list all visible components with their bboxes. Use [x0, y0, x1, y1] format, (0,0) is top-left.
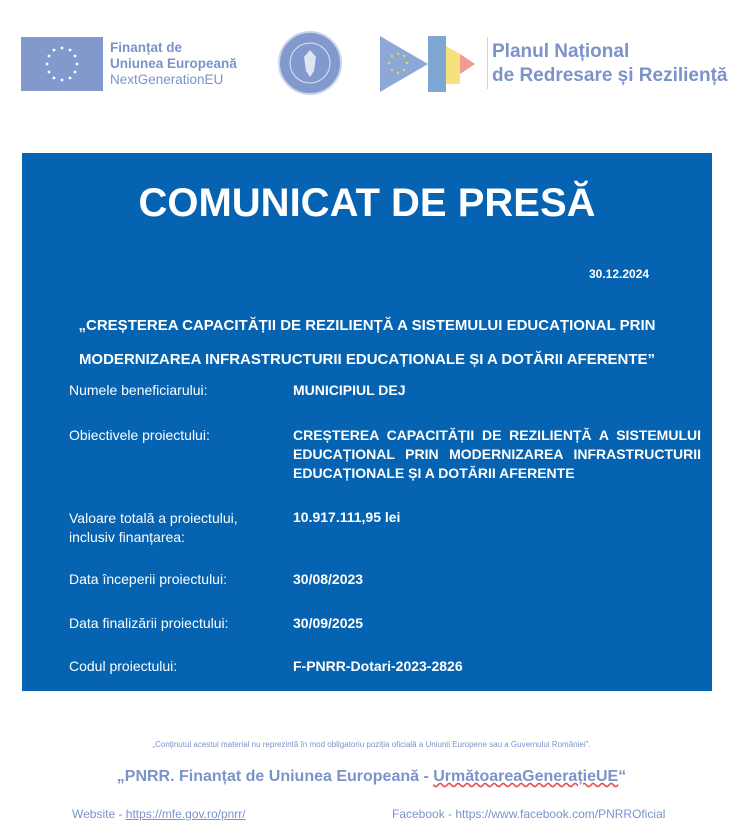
press-release-box: [22, 153, 712, 691]
slogan-end: “: [618, 768, 627, 785]
eu-stars-icon: [46, 47, 79, 82]
eu-funding-text: [110, 40, 237, 88]
website-link[interactable]: https://mfe.gov.ro/pnrr/: [125, 807, 246, 821]
objectives-value: CREȘTEREA CAPACITĂȚII DE REZILIENȚĂ A SISTEMULUI EDUCAȚIONAL PRIN MODERNIZAREA INFRASTRUCTURII EDUCAȚIONALE ȘI A DOTĂRII AFERENTE: [293, 427, 701, 481]
objectives-label: Obiectivele proiectului:: [69, 427, 210, 443]
release-date: 30.12.2024: [589, 267, 650, 281]
end-date-value: 30/09/2025: [293, 615, 364, 631]
pnrr-logo: [380, 36, 485, 97]
beneficiary-label: Numele beneficiarului:: [69, 382, 208, 398]
beneficiary-value: MUNICIPIUL DEJ: [293, 382, 406, 398]
page-title: COMUNICAT DE PRESĂ: [138, 181, 596, 225]
project-code-value: F-PNRR-Dotari-2023-2826: [293, 658, 463, 674]
pnrr-text-line: Planul Național: [492, 41, 630, 62]
slogan: [0, 768, 743, 786]
facebook-text: Facebook - https://www.facebook.com/PNRROficial: [392, 807, 666, 821]
end-date-label: Data finalizării proiectului:: [69, 615, 229, 631]
disclaimer: „Conținutul acestui material nu reprezintă în mod obligatoriu poziția oficială a Uniunii Europene sau a Guvernului României”.: [152, 740, 591, 749]
pnrr-text-line: de Redresare și Reziliență: [492, 65, 728, 86]
eu-text-line: Finanțat de: [110, 40, 183, 55]
eu-text-line: Uniunea Europeană: [110, 56, 237, 71]
start-date-value: 30/08/2023: [293, 571, 364, 587]
slogan-highlight: UrmătoareaGenerațieUE: [433, 768, 619, 785]
start-date-label: Data începerii proiectului:: [69, 571, 227, 587]
eu-text-line: NextGenerationEU: [110, 72, 224, 87]
logo-divider: [487, 37, 488, 89]
eu-flag-logo: [21, 37, 103, 91]
government-seal-logo: [278, 31, 342, 95]
total-value-label: Valoare totală a proiectului, inclusiv finanțarea:: [69, 510, 238, 545]
website-label: Website -: [72, 807, 126, 821]
total-value: 10.917.111,95 lei: [293, 509, 401, 525]
project-code-label: Codul proiectului:: [69, 658, 178, 674]
project-title: „CREȘTEREA CAPACITĂȚII DE REZILIENȚĂ A SISTEMULUI EDUCAȚIONAL PRIN MODERNIZAREA INFRASTRUCTURII EDUCAȚIONALE ȘI A DOTĂRII AFERENTE”: [78, 317, 656, 368]
website-line: [72, 807, 246, 821]
slogan-text: „PNRR. Finanțat de Uniunea Europeană -: [116, 768, 434, 785]
pnrr-text: [492, 40, 728, 88]
